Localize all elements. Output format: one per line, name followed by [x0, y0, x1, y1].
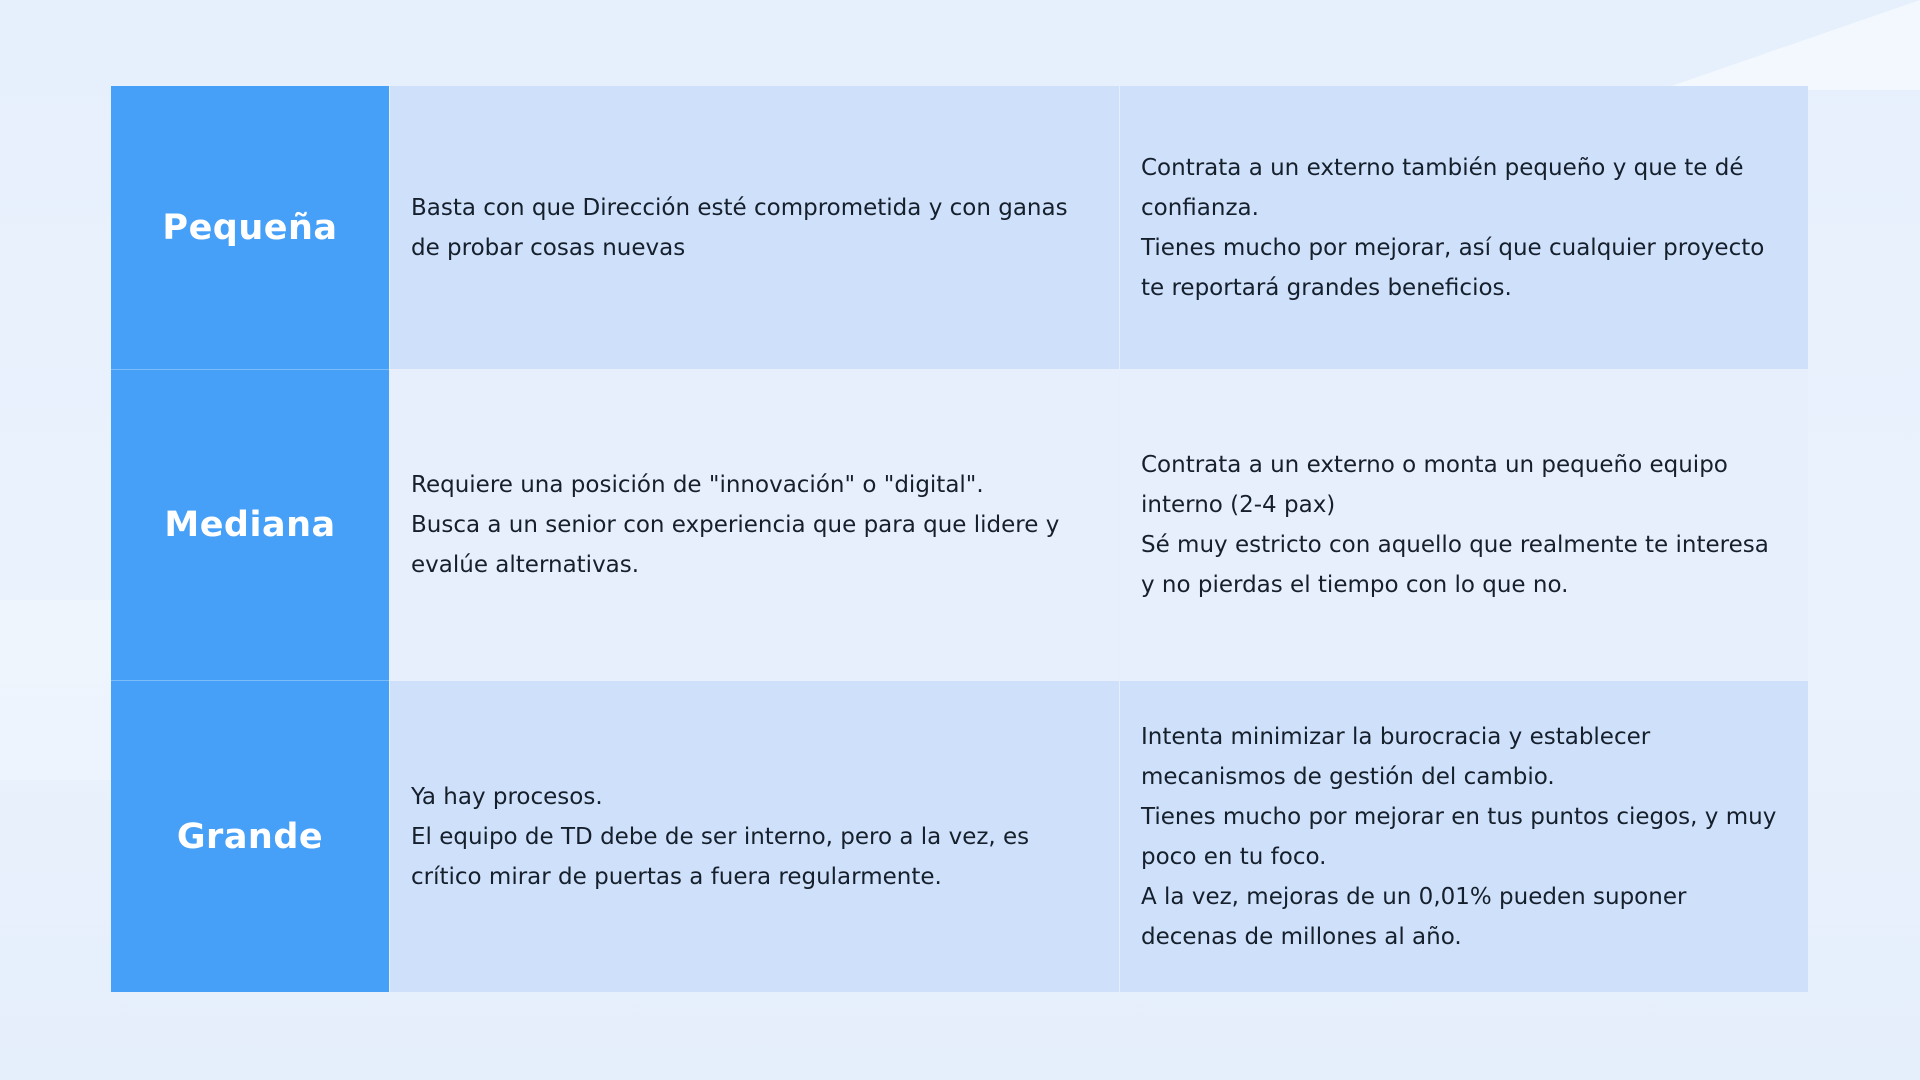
cell-line: Basta con que Dirección esté comprometida y con ganas de probar cosas nuevas	[411, 194, 1068, 261]
row-label-cell	[111, 681, 389, 992]
company-size-table	[111, 86, 1808, 992]
row-label-cell	[111, 370, 389, 681]
cell-line: Busca a un senior con experiencia que para que lidere y evalúe alternativas.	[411, 512, 1060, 578]
requirements-cell	[389, 86, 1119, 370]
cell-line: Intenta minimizar la burocracia y establecer mecanismos de gestión del cambio.	[1141, 723, 1651, 790]
row-label-medium: Mediana	[164, 505, 336, 545]
background-decoration	[0, 600, 120, 780]
cell-line: Tienes mucho por mejorar, así que cualquier proyecto te reportará grandes beneficios.	[1141, 234, 1765, 301]
requirements-cell	[389, 681, 1119, 992]
row-label-small: Pequeña	[162, 207, 338, 248]
recommendations-cell	[1119, 86, 1808, 370]
cell-line: A la vez, mejoras de un 0,01% pueden suponer decenas de millones al año.	[1141, 883, 1687, 950]
cell-line: Contrata a un externo o monta un pequeño equipo interno (2-4 pax)	[1141, 452, 1728, 518]
cell-line: Ya hay procesos.	[411, 783, 603, 810]
cell-line: El equipo de TD debe de ser interno, pero a la vez, es crítico mirar de puertas a fuera regularmente.	[411, 823, 1030, 890]
cell-line: Contrata a un externo también pequeño y que te dé confianza.	[1141, 154, 1744, 221]
recommendations-cell	[1119, 681, 1808, 992]
recommendations-cell	[1119, 370, 1808, 681]
row-label-large: Grande	[176, 816, 324, 857]
cell-line: Requiere una posición de "innovación" o "digital".	[411, 472, 984, 498]
requirements-cell	[389, 370, 1119, 681]
cell-line: Tienes mucho por mejorar en tus puntos ciegos, y muy poco en tu foco.	[1141, 803, 1777, 870]
row-label-cell	[111, 86, 389, 370]
background-decoration	[1660, 0, 1920, 90]
cell-line: Sé muy estricto con aquello que realmente te interesa y no pierdas el tiempo con lo que no.	[1141, 532, 1769, 598]
